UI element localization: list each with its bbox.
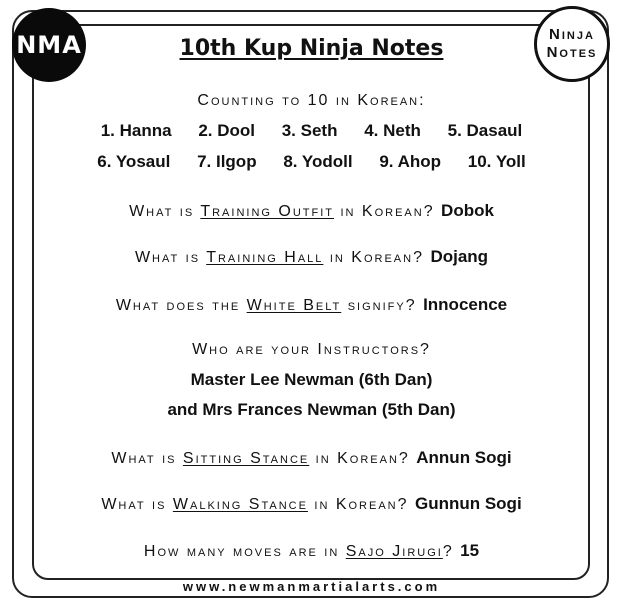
counting-heading: Counting to 10 in Korean: [197, 92, 426, 109]
answer-text: Annun Sogi [416, 448, 512, 467]
answer-text: Gunnun Sogi [414, 494, 522, 513]
count-item: 10. Yoll [467, 152, 526, 171]
question-text: in Korean? [334, 203, 442, 220]
question-text: What is [111, 450, 183, 467]
website-footer: www.newmanmartialarts.com [182, 579, 441, 594]
question-text: What is [101, 496, 173, 513]
answer-text: Innocence [423, 295, 508, 314]
question-text: ? [442, 543, 461, 560]
count-item: 7. Ilgop [197, 152, 257, 171]
question-term: Training Hall [206, 249, 324, 266]
answer-instructor-1: Master Lee Newman (6th Dan) [190, 370, 433, 389]
badge-line2: Notes [546, 44, 598, 61]
count-item: 6. Yosaul [97, 152, 171, 171]
question-text: How many moves are in [143, 543, 346, 560]
count-item: 5. Dasaul [447, 121, 523, 140]
answer-text: Dobok [441, 201, 494, 220]
question-term: Training Outfit [200, 203, 335, 220]
question-training-hall [0, 247, 623, 267]
nma-logo-text: NMA [16, 31, 82, 59]
count-item: 8. Yodoll [283, 152, 353, 171]
count-item: 9. Ahop [379, 152, 442, 171]
question-term: Walking Stance [172, 496, 308, 513]
question-text: in Korean? [323, 249, 431, 266]
count-item: 4. Neth [364, 121, 421, 140]
counting-row-2 [0, 152, 623, 172]
count-item: 3. Seth [281, 121, 338, 140]
page-title: 10th Kup Ninja Notes [179, 36, 444, 61]
count-item: 2. Dool [198, 121, 255, 140]
question-sitting-stance [0, 448, 623, 468]
question-training-outfit [0, 201, 623, 221]
badge-line1: Ninja [549, 26, 595, 43]
question-text: signify? [341, 297, 424, 314]
question-text: What is [134, 249, 207, 266]
answer-text: 15 [460, 541, 480, 560]
question-instructors: Who are your Instructors? [192, 341, 431, 358]
question-term: Sajo Jirugi [345, 543, 443, 560]
question-text: in Korean? [309, 450, 417, 467]
answer-instructor-2: and Mrs Frances Newman (5th Dan) [167, 400, 456, 419]
question-sajo-jirugi [0, 541, 623, 561]
question-text: What does the [115, 297, 247, 314]
question-term: White Belt [246, 297, 342, 314]
question-term: Sitting Stance [182, 450, 310, 467]
answer-text: Dojang [430, 247, 489, 266]
question-text: What is [129, 203, 201, 220]
count-item: 1. Hanna [100, 121, 172, 140]
question-walking-stance [0, 494, 623, 514]
question-white-belt [0, 295, 623, 315]
counting-row-1 [0, 121, 623, 141]
question-text: in Korean? [307, 496, 415, 513]
